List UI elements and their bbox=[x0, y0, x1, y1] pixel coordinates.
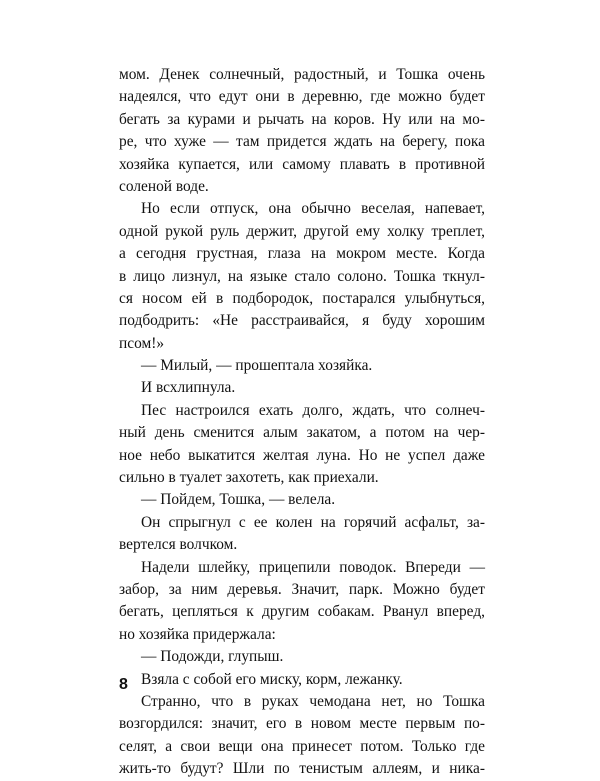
text-line: — Милый, — прошептала хозяйка. bbox=[141, 357, 373, 375]
text-line: ре, что хуже — там придется ждать на берегу, пока bbox=[119, 133, 485, 151]
text-line: Надели шлейку, прицепили поводок. Впереди — bbox=[141, 558, 485, 576]
text-line: жить-то будут? Шли по тенистым аллеям, и ника- bbox=[119, 760, 485, 778]
text-line: соленой воде. bbox=[119, 177, 209, 195]
text-line: ся носом ей в подбородок, постарался улыбнуться, bbox=[119, 289, 485, 307]
text-line: Он спрыгнул с ее колен на горячий асфальт, за- bbox=[141, 513, 485, 531]
text-line: хозяйка купается, или самому плавать в противной bbox=[119, 155, 485, 173]
text-line: сильно в туалет захотеть, как приехали. bbox=[119, 469, 379, 487]
text-line: а сегодня грустная, глаза на мокром месте. Когда bbox=[119, 245, 485, 263]
text-line: возгордился: значит, его в новом месте первым по- bbox=[119, 715, 485, 733]
page-number: 8 bbox=[119, 676, 128, 693]
text-line: Странно, что в руках чемодана нет, но Тошка bbox=[141, 692, 485, 710]
text-line: ный день сменится алым закатом, а потом на чер- bbox=[119, 424, 485, 442]
text-line: бегать за курами и рычать на коров. Ну или на мо- bbox=[119, 110, 485, 128]
text-line: — Пойдем, Тошка, — велела. bbox=[141, 491, 336, 509]
text-line: бегать, цепляться к другим собакам. Рванул вперед, bbox=[119, 603, 485, 621]
text-line: в лицо лизнул, на языке стало солоно. Тошка ткнул- bbox=[119, 267, 485, 285]
text-line: селят, а свои вещи она принесет потом. Только где bbox=[119, 737, 485, 755]
text-line: но хозяйка придержала: bbox=[119, 625, 276, 643]
text-line: И всхлипнула. bbox=[141, 379, 236, 397]
text-line: — Подожди, глупыш. bbox=[141, 648, 284, 666]
text-line: Взяла с собой его миску, корм, лежанку. bbox=[141, 670, 403, 688]
text-line: псом!» bbox=[119, 334, 165, 352]
text-line: мом. Денек солнечный, радостный, и Тошка очень bbox=[119, 66, 485, 83]
text-line: подбодрить: «Не расстраивайся, я буду хорошим bbox=[119, 312, 485, 330]
body-text bbox=[119, 64, 485, 781]
text-line: Пес настроился ехать долго, ждать, что солнеч- bbox=[141, 401, 485, 419]
text-line: надеялся, что едут они в деревню, где можно будет bbox=[119, 88, 485, 106]
text-line: вертелся волчком. bbox=[119, 536, 238, 554]
text-line: ное небо выкатится желтая луна. Но не успел даже bbox=[119, 446, 485, 464]
text-line: Но если отпуск, она обычно веселая, напевает, bbox=[141, 200, 485, 218]
text-line: забор, за ним деревья. Значит, парк. Можно будет bbox=[119, 580, 485, 598]
text-line: одной рукой руль держит, другой ему холку треплет, bbox=[119, 222, 485, 240]
